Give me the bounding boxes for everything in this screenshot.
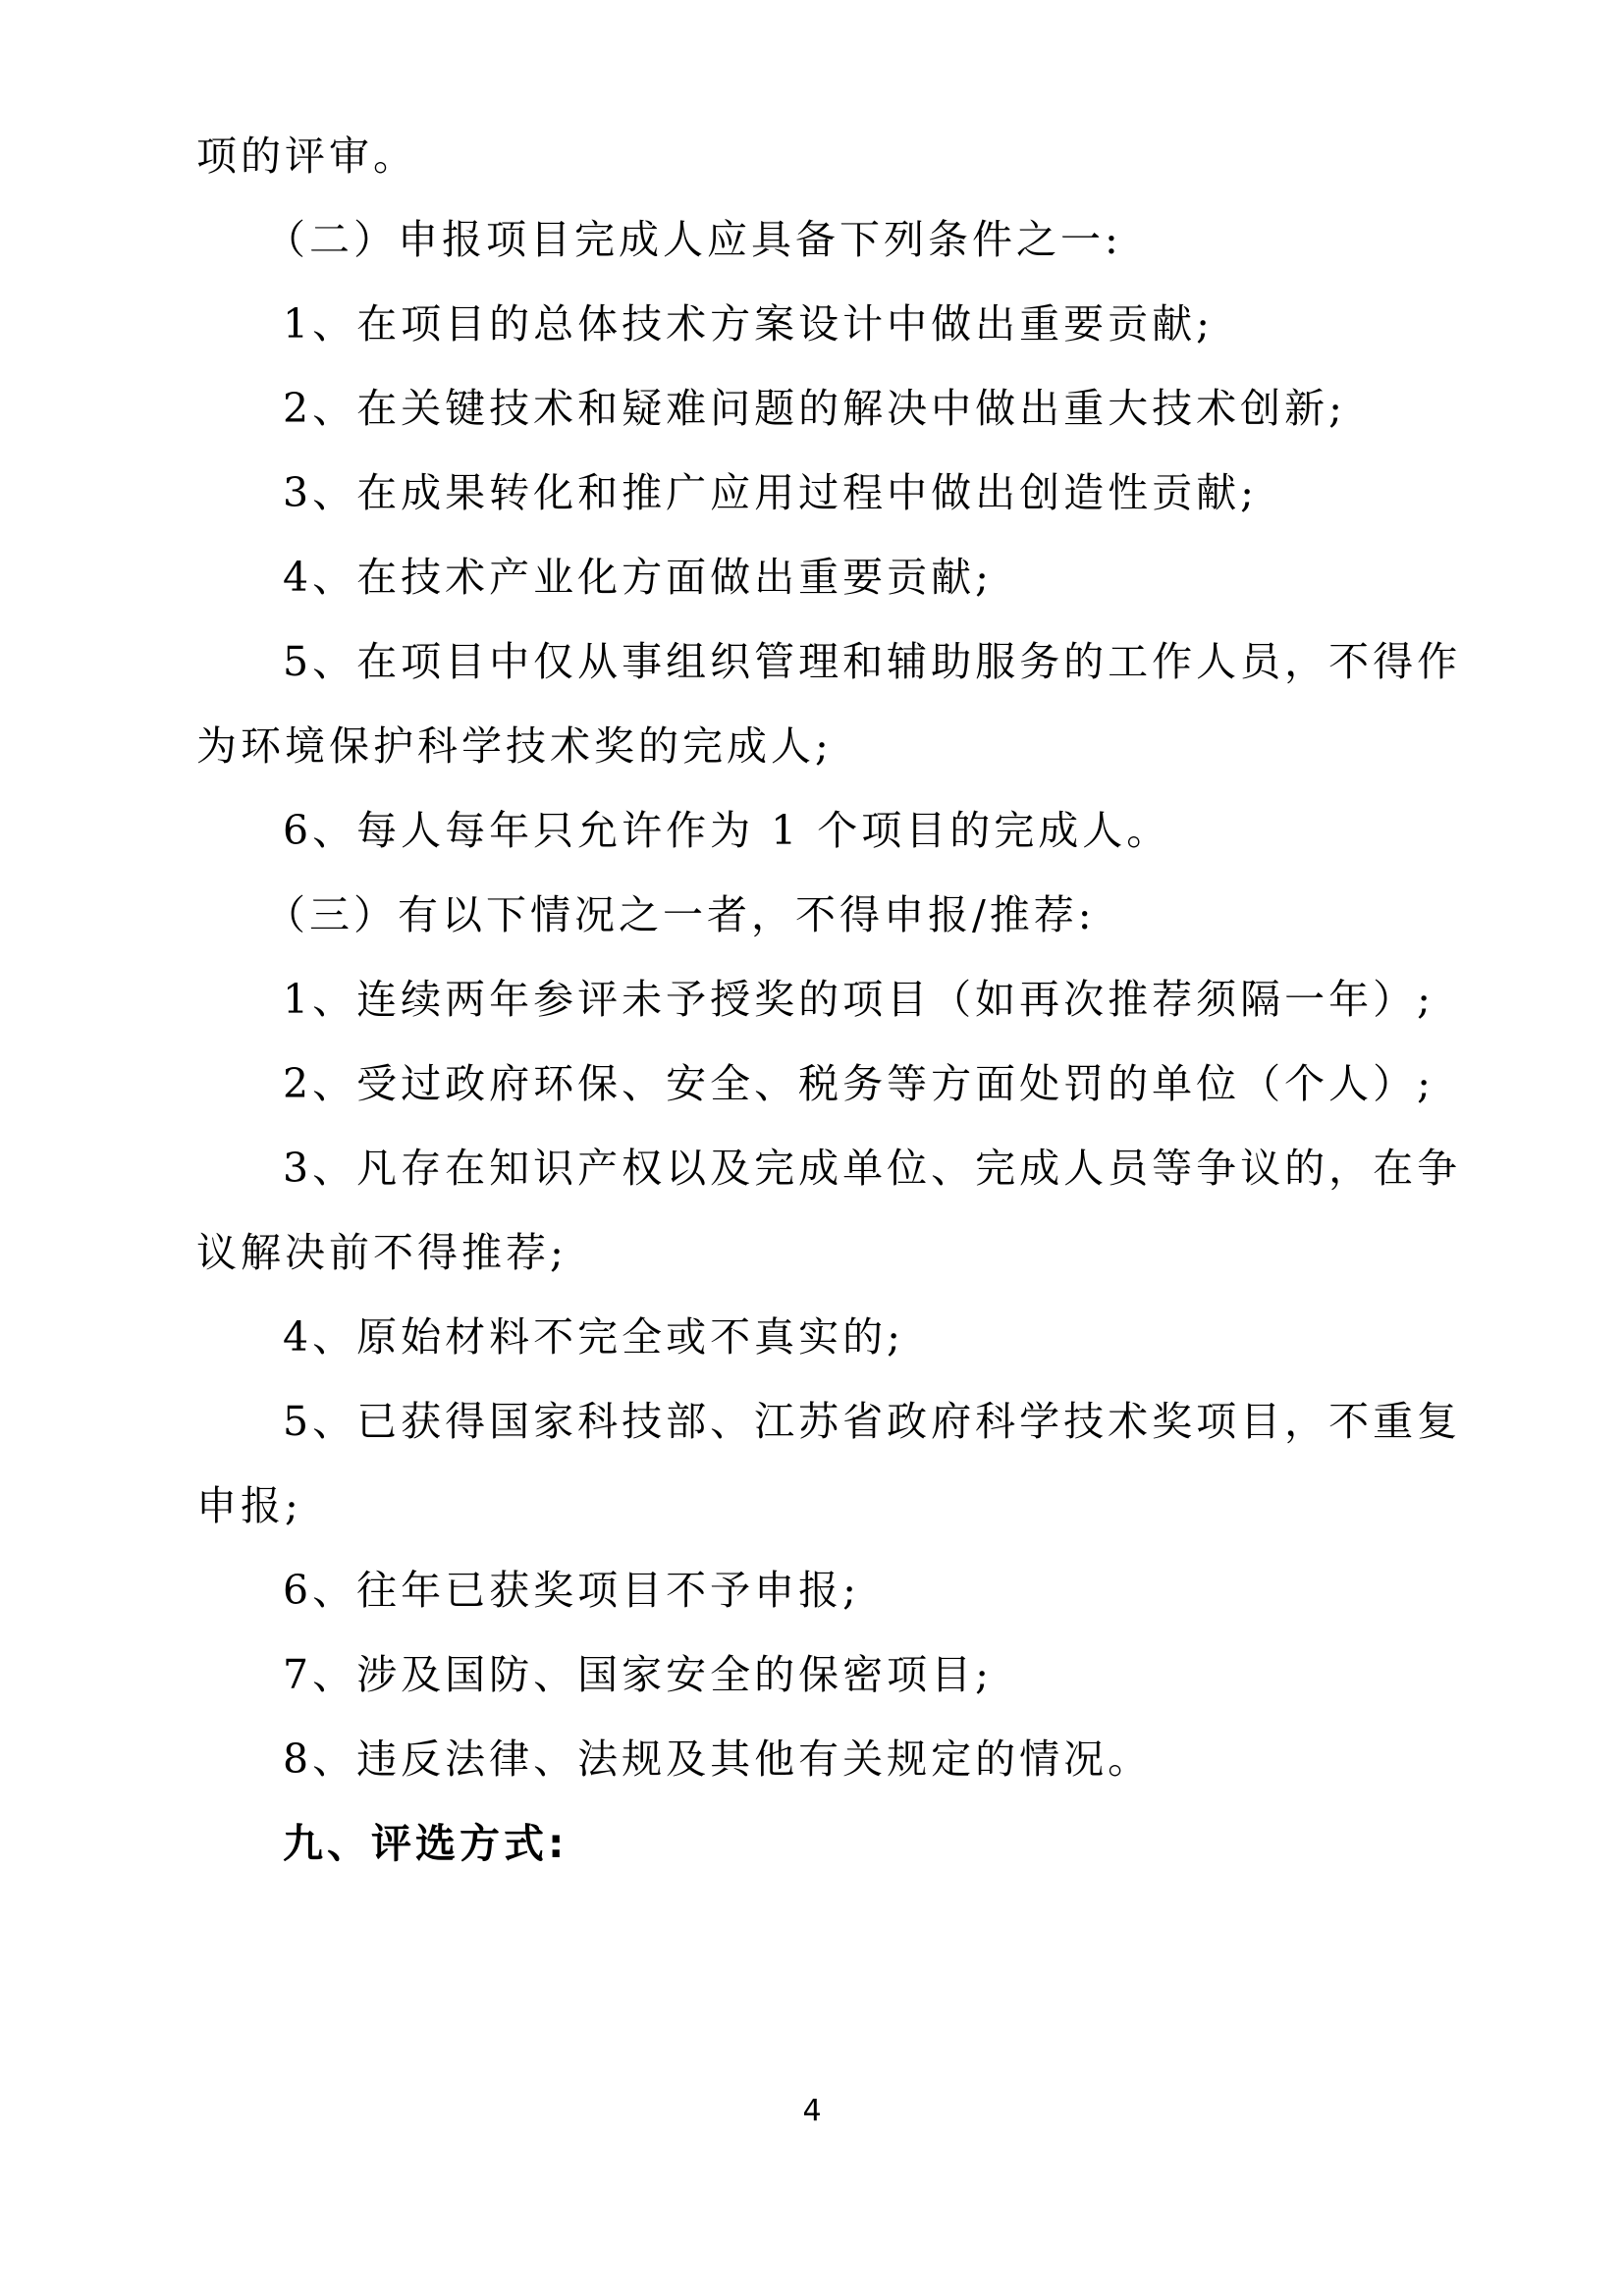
- page-number: 4: [802, 2094, 822, 2128]
- list-item: 5、在项目中仅从事组织管理和辅助服务的工作人员，不得作: [283, 638, 1462, 685]
- list-item: 3、凡存在知识产权以及完成单位、完成人员等争议的，在争: [283, 1145, 1462, 1192]
- paragraph-continuation: 项的评审。: [196, 133, 417, 180]
- list-item: 4、原始材料不完全或不真实的;: [283, 1313, 904, 1361]
- list-item: 2、在关键技术和疑难问题的解决中做出重大技术创新;: [283, 385, 1346, 432]
- list-item-continuation: 申报;: [196, 1482, 302, 1529]
- section-heading-3: （三）有以下情况之一者，不得申报/推荐:: [265, 891, 1096, 938]
- list-item: 6、每人每年只允许作为 1 个项目的完成人。: [283, 807, 1171, 854]
- section-heading-9: 九、评选方式:: [283, 1820, 568, 1867]
- section-heading-2: （二）申报项目完成人应具备下列条件之一:: [265, 216, 1122, 263]
- list-item: 1、连续两年参评未予授奖的项目（如再次推荐须隔一年）;: [283, 976, 1435, 1023]
- list-item-continuation: 议解决前不得推荐;: [196, 1229, 568, 1276]
- list-item: 5、已获得国家科技部、江苏省政府科学技术奖项目，不重复: [283, 1398, 1462, 1445]
- list-item: 1、在项目的总体技术方案设计中做出重要贡献;: [283, 300, 1214, 347]
- list-item: 8、违反法律、法规及其他有关规定的情况。: [283, 1735, 1153, 1783]
- list-item: 2、受过政府环保、安全、税务等方面处罚的单位（个人）;: [283, 1060, 1435, 1107]
- list-item-continuation: 为环境保护科学技术奖的完成人;: [196, 722, 833, 770]
- list-item: 3、在成果转化和推广应用过程中做出创造性贡献;: [283, 469, 1258, 516]
- list-item: 4、在技术产业化方面做出重要贡献;: [283, 554, 993, 601]
- list-item: 7、涉及国防、国家安全的保密项目;: [283, 1651, 993, 1698]
- list-item: 6、往年已获奖项目不予申报;: [283, 1567, 860, 1614]
